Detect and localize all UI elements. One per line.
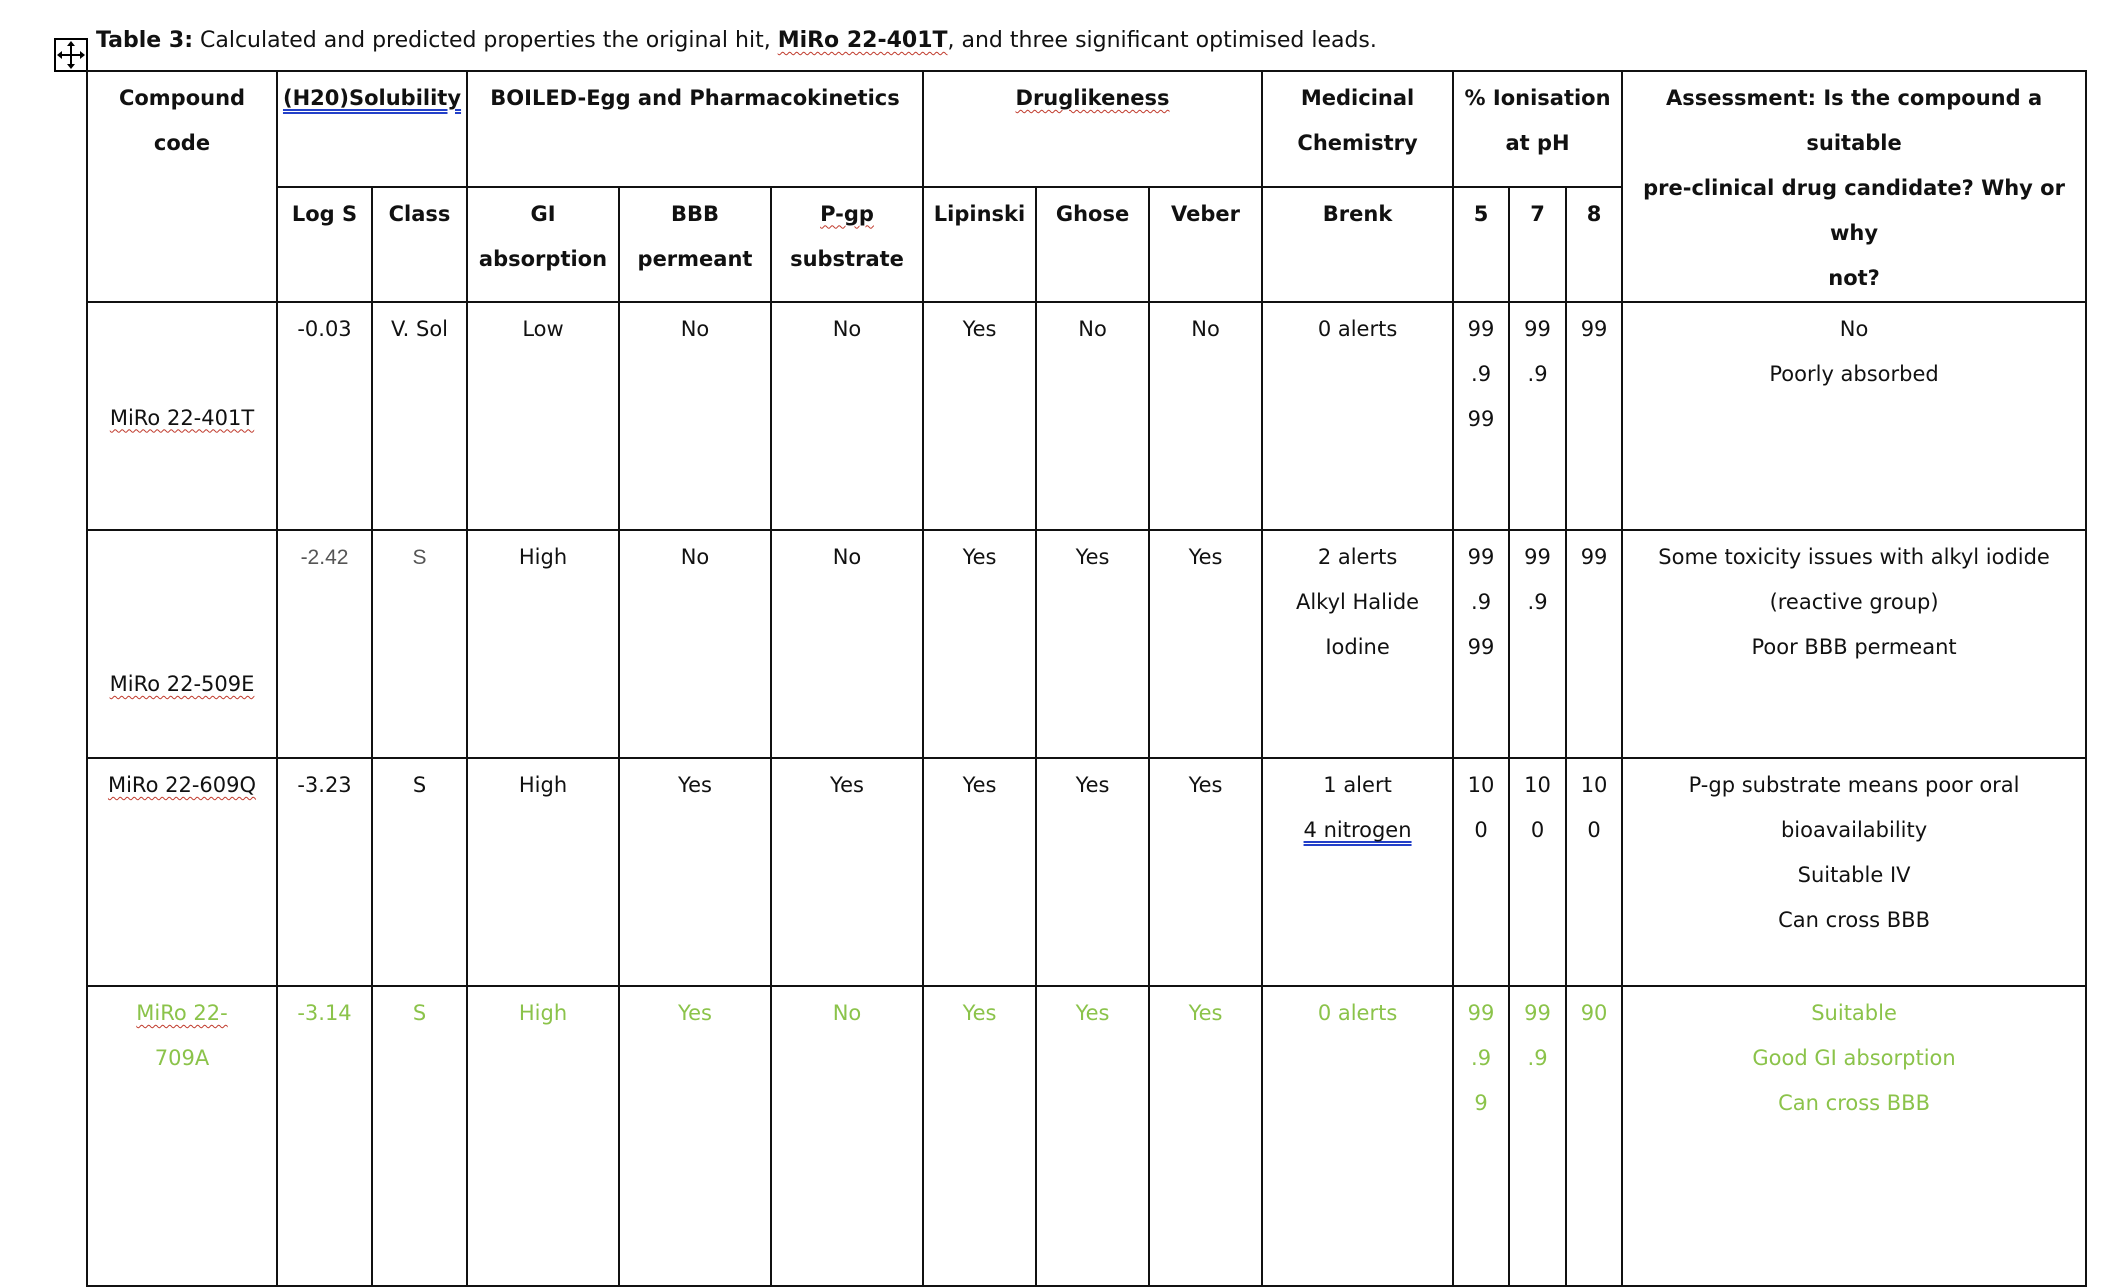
log-s-value: -0.03 <box>277 302 372 530</box>
compound-name: MiRo 22-401T <box>87 302 277 530</box>
ph7-value: 99 .9 <box>1509 986 1566 1286</box>
header-druglikeness: Druglikeness <box>923 71 1262 187</box>
header-class: Class <box>372 187 467 303</box>
compound-name: MiRo 22-509E <box>87 530 277 758</box>
ph5-value: 99 .9 99 <box>1453 302 1509 530</box>
ghose-value: Yes <box>1036 986 1149 1286</box>
ph8-value: 99 <box>1566 302 1622 530</box>
bbb-value: No <box>619 530 771 758</box>
ph8-value: 90 <box>1566 986 1622 1286</box>
class-value: S <box>372 530 467 758</box>
ph8-value: 99 <box>1566 530 1622 758</box>
brenk-value: 2 alerts Alkyl Halide Iodine <box>1262 530 1453 758</box>
pgp-value: No <box>771 530 923 758</box>
ghose-value: Yes <box>1036 758 1149 986</box>
ph5-value: 99 .9 99 <box>1453 530 1509 758</box>
header-boiled-egg: BOILED-Egg and Pharmacokinetics <box>467 71 923 187</box>
table-row <box>87 758 2086 986</box>
table-row <box>87 302 2086 530</box>
veber-value: No <box>1149 302 1262 530</box>
assessment-value: Some toxicity issues with alkyl iodide (reactive group) Poor BBB permeant <box>1622 530 2086 758</box>
gi-value: High <box>467 530 619 758</box>
gi-value: High <box>467 986 619 1286</box>
header-ph8: 8 <box>1566 187 1622 303</box>
ph5-value: 10 0 <box>1453 758 1509 986</box>
ph7-value: 10 0 <box>1509 758 1566 986</box>
header-ionisation: % Ionisation at pH <box>1453 71 1622 187</box>
log-s-value: -3.23 <box>277 758 372 986</box>
ph7-value: 99 .9 <box>1509 302 1566 530</box>
assessment-value: No Poorly absorbed <box>1622 302 2086 530</box>
veber-value: Yes <box>1149 530 1262 758</box>
gi-value: Low <box>467 302 619 530</box>
brenk-value: 0 alerts <box>1262 302 1453 530</box>
ghose-value: Yes <box>1036 530 1149 758</box>
bbb-value: Yes <box>619 758 771 986</box>
bbb-value: No <box>619 302 771 530</box>
header-brenk: Brenk <box>1262 187 1453 303</box>
table-row <box>87 986 2086 1286</box>
caption-label: Table 3: <box>96 28 193 53</box>
header-solubility: (H20)Solubility <box>277 71 467 187</box>
log-s-value: -2.42 <box>277 530 372 758</box>
bbb-value: Yes <box>619 986 771 1286</box>
table-caption <box>96 28 1377 53</box>
caption-hit-name: MiRo 22-401T <box>777 28 948 53</box>
lipinski-value: Yes <box>923 758 1036 986</box>
header-veber: Veber <box>1149 187 1262 303</box>
class-value: V. Sol <box>372 302 467 530</box>
assessment-value: P-gp substrate means poor oral bioavailability Suitable IV Can cross BBB <box>1622 758 2086 986</box>
compound-name: MiRo 22-609Q <box>87 758 277 986</box>
table-row <box>87 530 2086 758</box>
caption-text-after: , and three significant optimised leads. <box>947 28 1377 53</box>
header-ghose: Ghose <box>1036 187 1149 303</box>
ph5-value: 99 .9 9 <box>1453 986 1509 1286</box>
class-value: S <box>372 986 467 1286</box>
lipinski-value: Yes <box>923 302 1036 530</box>
header-gi-absorption: GI absorption <box>467 187 619 303</box>
brenk-value: 1 alert 4 nitrogen <box>1262 758 1453 986</box>
header-bbb-permeant: BBB permeant <box>619 187 771 303</box>
pgp-value: No <box>771 302 923 530</box>
caption-text-before: Calculated and predicted properties the original hit, <box>193 28 778 53</box>
header-ph7: 7 <box>1509 187 1566 303</box>
veber-value: Yes <box>1149 758 1262 986</box>
class-value: S <box>372 758 467 986</box>
assessment-value: Suitable Good GI absorption Can cross BBB <box>1622 986 2086 1286</box>
brenk-value: 0 alerts <box>1262 986 1453 1286</box>
log-s-value: -3.14 <box>277 986 372 1286</box>
lipinski-value: Yes <box>923 986 1036 1286</box>
pgp-value: Yes <box>771 758 923 986</box>
properties-table <box>86 70 2087 1287</box>
compound-name: MiRo 22- 709A <box>87 986 277 1286</box>
header-medicinal-chemistry: Medicinal Chemistry <box>1262 71 1453 187</box>
header-lipinski: Lipinski <box>923 187 1036 303</box>
header-log-s: Log S <box>277 187 372 303</box>
ph7-value: 99 .9 <box>1509 530 1566 758</box>
header-ph5: 5 <box>1453 187 1509 303</box>
gi-value: High <box>467 758 619 986</box>
header-pgp-substrate: P-gp substrate <box>771 187 923 303</box>
ghose-value: No <box>1036 302 1149 530</box>
header-assessment: Assessment: Is the compound a suitable pre-clinical drug candidate? Why or why not? <box>1622 71 2086 302</box>
ph8-value: 10 0 <box>1566 758 1622 986</box>
move-arrows-icon[interactable] <box>54 38 88 72</box>
pgp-value: No <box>771 986 923 1286</box>
header-compound-code: Compound code <box>87 71 277 302</box>
lipinski-value: Yes <box>923 530 1036 758</box>
veber-value: Yes <box>1149 986 1262 1286</box>
